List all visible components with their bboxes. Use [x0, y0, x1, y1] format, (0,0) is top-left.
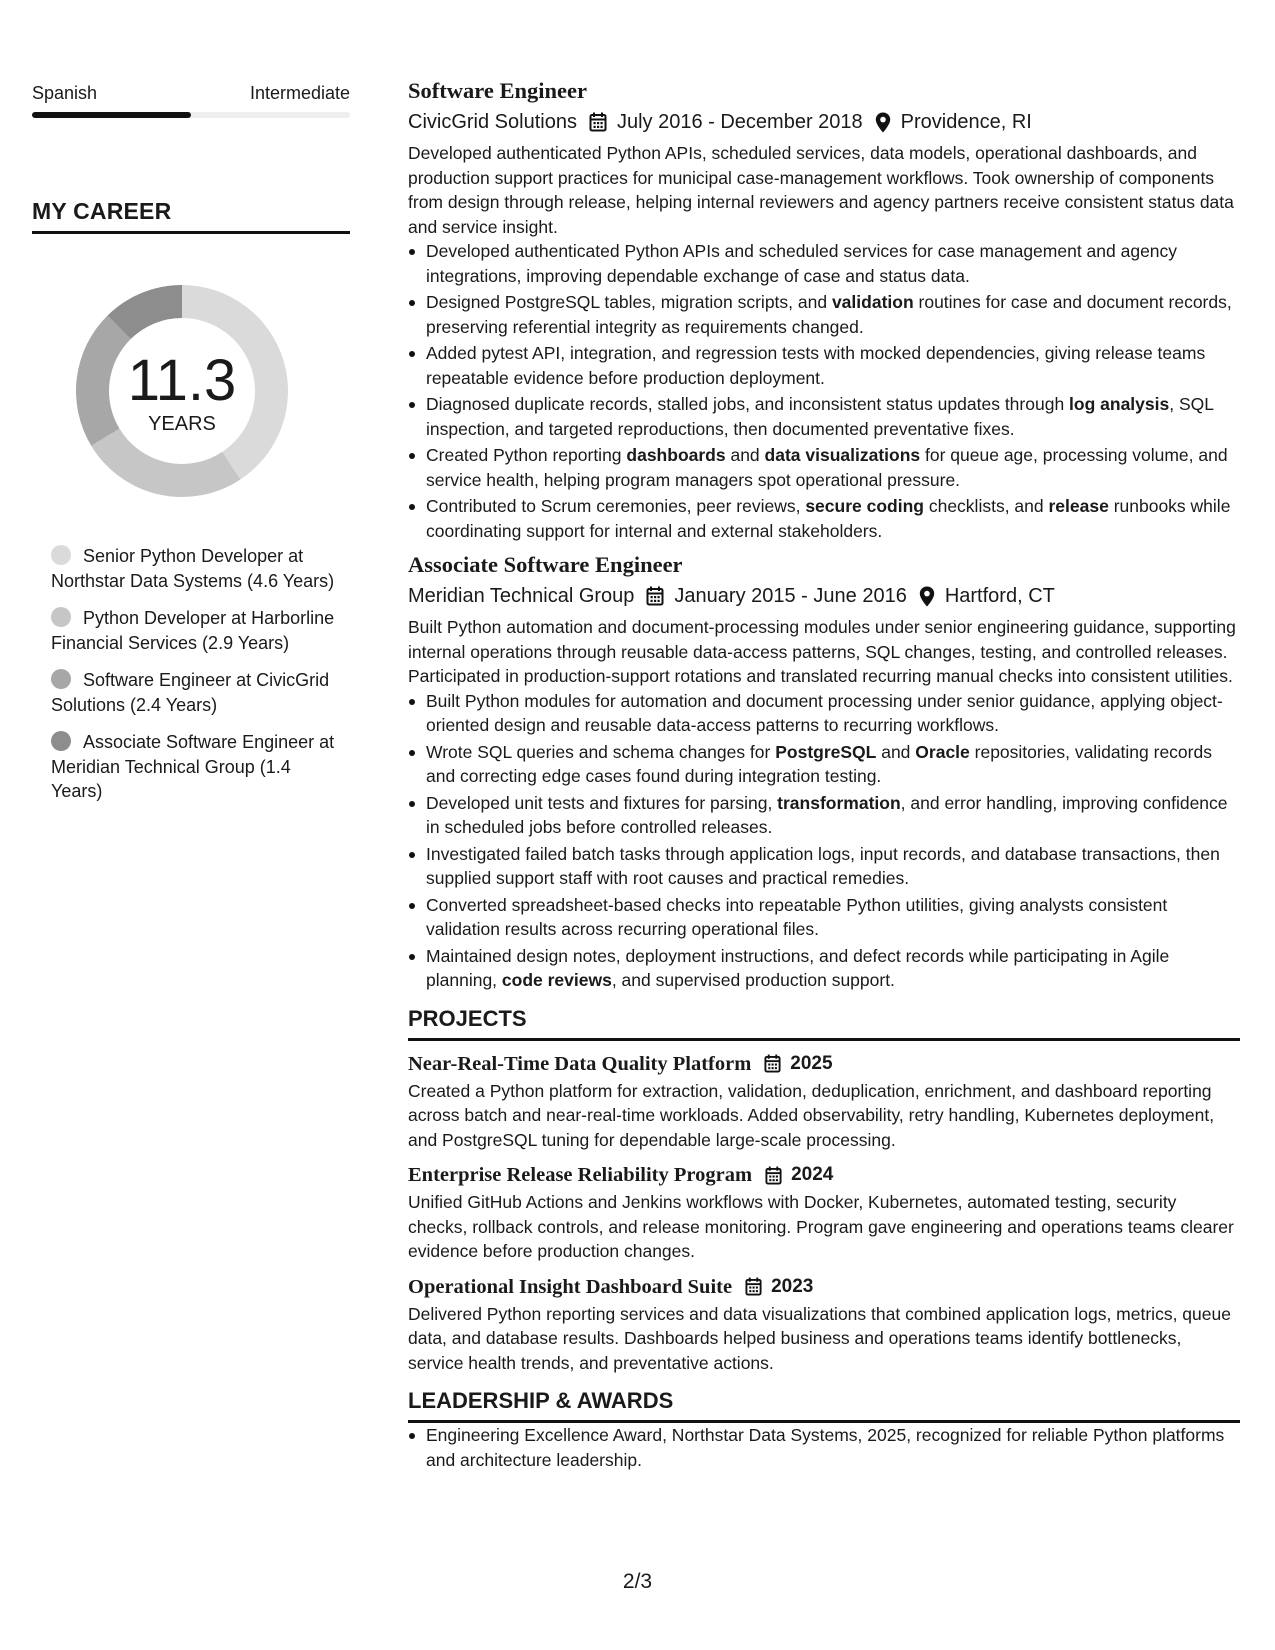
project-description: Delivered Python reporting services and data visualizations that combined application logs, metrics, queue data, and database results. Dashboards helped business and operations teams identify bottlenecks, service health trends, and preventative actions. [408, 1303, 1231, 1373]
awards-list [408, 1423, 1240, 1472]
project-title-row [408, 1273, 1240, 1301]
job-bullet: Investigated failed batch tasks through application logs, input records, and database transactions, then supplied support staff with root causes and practical remedies. [426, 842, 1240, 891]
job-dates: January 2015 - June 2016 [674, 585, 907, 607]
legend-item [51, 730, 341, 804]
legend-item [51, 606, 341, 655]
project-entry [408, 1050, 1240, 1153]
total-years-value: 11.3 [127, 348, 237, 413]
career-legend [51, 544, 341, 804]
job-bullet: Wrote SQL queries and schema changes for PostgreSQL and Oracle repositories, validating records and correcting edge cases found during integration testing. [426, 740, 1240, 789]
job-location: Hartford, CT [944, 585, 1055, 607]
legend-item [51, 544, 341, 593]
career-donut-chart [67, 276, 297, 506]
company-name: CivicGrid Solutions [408, 111, 577, 133]
calendar-icon [745, 1277, 762, 1296]
job-title: Associate Software Engineer [408, 552, 683, 577]
project-title: Near-Real-Time Data Quality Platform [408, 1052, 752, 1075]
language-proficiency-bar [32, 112, 350, 118]
sidebar [32, 80, 350, 817]
project-title-row [408, 1050, 1240, 1078]
project-title-row [408, 1161, 1240, 1189]
projects-heading-rule [408, 1038, 1240, 1041]
job-bullet: Developed unit tests and fixtures for parsing, transformation, and error handling, improving confidence in scheduled jobs before controlled releases. [426, 791, 1240, 840]
job-bullet: Added pytest API, integration, and regression tests with mocked dependencies, giving release teams repeatable evidence before production deployment. [426, 341, 1240, 390]
project-entry [408, 1161, 1240, 1264]
calendar-icon [765, 1166, 782, 1185]
company-name: Meridian Technical Group [408, 585, 635, 607]
job-bullet: Converted spreadsheet-based checks into repeatable Python utilities, giving analysts consistent validation results across recurring operational files. [426, 893, 1240, 942]
legend-swatch [51, 669, 71, 689]
job-entry [408, 550, 1240, 993]
job-summary: Developed authenticated Python APIs, scheduled services, data models, operational dashboards, and production support practices for municipal case-management workflows. Took ownership of components from design through release, helping internal reviewers and agency partners receive consistent status data and service insight. [408, 143, 1234, 237]
job-bullets [408, 239, 1240, 543]
legend-swatch [51, 607, 71, 627]
projects-heading: PROJECTS [408, 1005, 527, 1031]
project-title: Enterprise Release Reliability Program [408, 1164, 753, 1186]
career-heading-rule [32, 231, 350, 234]
legend-label: Software Engineer at CivicGrid Solutions (2.4 Years) [51, 670, 330, 715]
project-description: Created a Python platform for extraction, validation, deduplication, enrichment, and dashboard reporting across batch and near-real-time workloads. Added observability, retry handling, Kubernetes deployment, and PostgreSQL tuning for dependable large-scale processing. [408, 1080, 1215, 1150]
project-title: Operational Insight Dashboard Suite [408, 1275, 733, 1298]
calendar-icon [764, 1054, 781, 1073]
job-entry [408, 76, 1240, 543]
job-location: Providence, RI [900, 111, 1032, 133]
main-content [408, 76, 1240, 1474]
job-bullet: Diagnosed duplicate records, stalled jobs, and inconsistent status updates through log analysis, SQL inspection, and targeted reproductions, then documented preventative fixes. [426, 392, 1240, 441]
job-bullet: Contributed to Scrum ceremonies, peer reviews, secure coding checklists, and release runbooks while coordinating support for internal and external stakeholders. [426, 494, 1240, 543]
total-years-label: YEARS [148, 413, 216, 435]
job-dates: July 2016 - December 2018 [616, 111, 863, 133]
project-entry [408, 1273, 1240, 1376]
job-bullet: Built Python modules for automation and document processing under senior guidance, applying object-oriented design and reusable data-access patterns to recurring workflows. [426, 689, 1240, 738]
legend-label: Senior Python Developer at Northstar Data Systems (4.6 Years) [51, 546, 335, 591]
legend-label: Python Developer at Harborline Financial Services (2.9 Years) [51, 608, 335, 653]
project-year: 2024 [791, 1164, 834, 1185]
legend-item [51, 668, 341, 717]
location-pin-icon [875, 112, 891, 133]
job-bullets [408, 689, 1240, 993]
language-level: Intermediate [249, 83, 350, 103]
awards-heading: LEADERSHIP & AWARDS [408, 1388, 674, 1413]
job-meta [408, 582, 1240, 610]
project-year: 2025 [790, 1052, 833, 1074]
project-description: Unified GitHub Actions and Jenkins workflows with Docker, Kubernetes, automated testing, security checks, rollback controls, and release monitoring. Program gave engineering and operations teams clearer evidence before production changes. [408, 1192, 1234, 1261]
job-bullet: Developed authenticated Python APIs and scheduled services for case management and agency integrations, improving dependable exchange of case and status data. [426, 239, 1240, 288]
job-title: Software Engineer [408, 78, 587, 103]
job-meta [408, 108, 1240, 136]
language-proficiency-fill [32, 112, 191, 118]
job-bullet: Created Python reporting dashboards and data visualizations for queue age, processing volume, and service health, helping program managers spot operational pressure. [426, 443, 1240, 492]
award-item: Engineering Excellence Award, Northstar Data Systems, 2025, recognized for reliable Python platforms and architecture leadership. [426, 1423, 1240, 1472]
job-bullet: Maintained design notes, deployment instructions, and defect records while participating in Agile planning, code reviews, and supervised production support. [426, 944, 1240, 993]
page-number: 2/3 [622, 1570, 653, 1593]
job-summary: Built Python automation and document-processing modules under senior engineering guidance, supporting internal operations through reusable data-access patterns, SQL changes, testing, and controlled releases. Participated in production-support rotations and translated recurring manual checks into consistent utilities. [408, 617, 1236, 686]
calendar-icon [646, 586, 664, 606]
job-bullet: Designed PostgreSQL tables, migration scripts, and validation routines for case and document records, preserving referential integrity as requirements changed. [426, 290, 1240, 339]
legend-swatch [51, 545, 71, 565]
location-pin-icon [919, 586, 935, 607]
project-year: 2023 [771, 1275, 814, 1297]
donut-center [67, 276, 297, 506]
language-row [32, 80, 350, 106]
language-name: Spanish [32, 83, 98, 103]
career-heading: MY CAREER [32, 198, 172, 224]
legend-swatch [51, 731, 71, 751]
calendar-icon [589, 112, 607, 132]
legend-label: Associate Software Engineer at Meridian Technical Group (1.4 Years) [51, 732, 335, 801]
